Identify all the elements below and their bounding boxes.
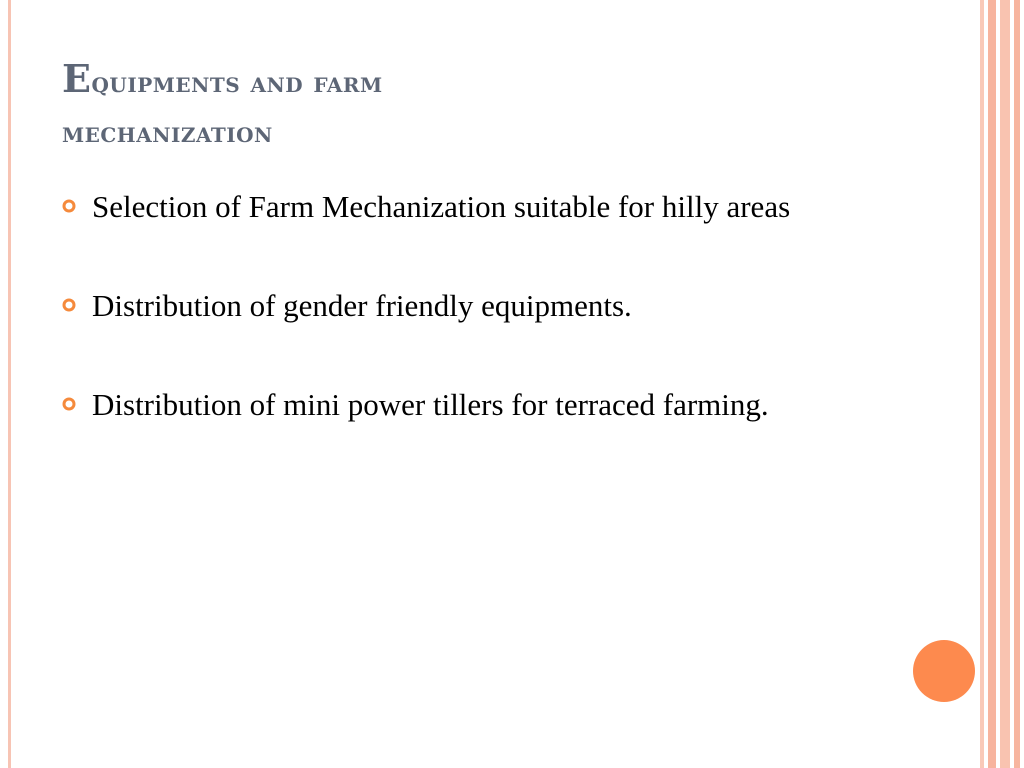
bullet-list [62, 186, 842, 483]
left-border [8, 0, 11, 768]
bullet-item [62, 384, 842, 425]
stripe [988, 0, 996, 768]
bullet-text: Distribution of mini power tillers for terraced farming. [92, 387, 769, 422]
bullet-text: Distribution of gender friendly equipments. [92, 288, 632, 323]
orange-circle-icon [913, 640, 975, 702]
bullet-text: Selection of Farm Mechanization suitable for hilly areas [92, 189, 791, 224]
bullet-item [62, 186, 842, 227]
stripe [1000, 0, 1010, 768]
title-line-1 [62, 54, 822, 108]
stripe [1020, 0, 1024, 768]
bullet-item [62, 285, 842, 326]
orange-ring-bullet-icon [62, 199, 76, 213]
title-line-2: mechanization [62, 116, 273, 149]
right-decorative-stripes [976, 0, 1024, 768]
slide-title [62, 54, 822, 158]
orange-ring-bullet-icon [62, 397, 76, 411]
title-lead-letter: E [62, 56, 92, 101]
orange-ring-bullet-icon [62, 298, 76, 312]
title-line-1-rest: quipments and farm [91, 66, 383, 99]
